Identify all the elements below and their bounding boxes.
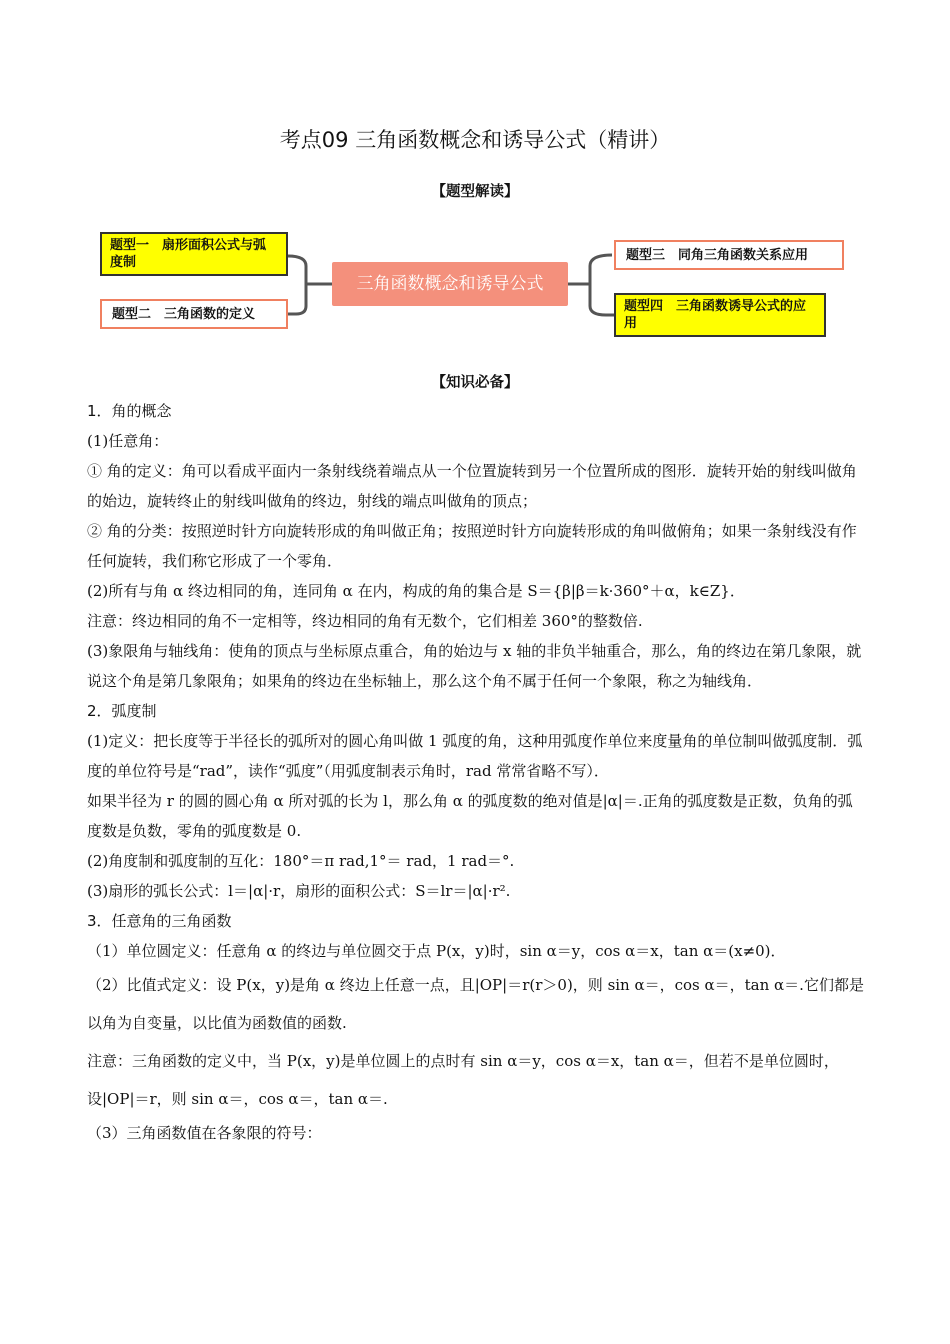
mindmap-node-type3: 题型三 同角三角函数关系应用 [614, 240, 844, 270]
paragraph: (1)任意角： [87, 432, 169, 450]
mindmap-node-type4: 题型四 三角函数诱导公式的应用 [614, 293, 826, 337]
paragraph: 注意：终边相同的角不一定相等，终边相同的角有无数个，它们相差 360°的整数倍. [87, 612, 643, 630]
paragraph: ② 角的分类：按照逆时针方向旋转形成的角叫做正角；按照逆时针方向旋转形成的角叫做俯角；如果一条射线没有作任何旋转，我们称它形成了一个零角． [87, 522, 857, 570]
paragraph: （1）单位圆定义：任意角 α 的终边与单位圆交于点 P(x，y)时，sin α＝y，cos α＝x，tan α＝(x≠0)． [87, 942, 786, 960]
knowledge-content [87, 396, 867, 1148]
paragraph: (2)所有与角 α 终边相同的角，连同角 α 在内，构成的角的集合是 S＝{β|β＝k·360°＋α，k∈Z}． [87, 582, 745, 600]
paragraph: (3)象限角与轴线角：使角的顶点与坐标原点重合，角的始边与 x 轴的非负半轴重合，那么，角的终边在第几象限，就说这个角是第几象限角；如果角的终边在坐标轴上，那么这个角不属于任何一个象限，称之为轴线角． [87, 642, 862, 690]
paragraph-note: 注意：三角函数的定义中，当 P(x，y)是单位圆上的点时有 sin α＝y，cos α＝x，tan α＝，但若不是单位圆时，设|OP|＝r，则 sin α＝，cos α＝，tan α＝. [87, 1052, 839, 1108]
paragraph: (2)角度制和弧度制的互化：180°＝π rad,1°＝ rad，1 rad＝°. [87, 852, 515, 870]
paragraph: (1)定义：把长度等于半径长的弧所对的圆心角叫做 1 弧度的角，这种用弧度作单位来度量角的单位制叫做弧度制．弧度的单位符号是“rad”，读作“弧度”（用弧度制表示角时，rad 常常省略不写）． [87, 732, 863, 780]
heading-radian: 2．弧度制 [87, 702, 157, 720]
mindmap-center-node: 三角函数概念和诱导公式 [332, 262, 568, 306]
mindmap-node-type1: 题型一 扇形面积公式与弧度制 [100, 232, 288, 276]
paragraph: （3）三角函数值在各象限的符号： [87, 1124, 322, 1142]
page-title: 考点09 三角函数概念和诱导公式（精讲） [279, 128, 671, 152]
mindmap-node-type2: 题型二 三角函数的定义 [100, 299, 288, 329]
paragraph: ① 角的定义：角可以看成平面内一条射线绕着端点从一个位置旋转到另一个位置所成的图形．旋转开始的射线叫做角的始边，旋转终止的射线叫做角的终边，射线的端点叫做角的顶点； [87, 462, 857, 510]
paragraph: 如果半径为 r 的圆的圆心角 α 所对弧的长为 l，那么角 α 的弧度数的绝对值是|α|＝.正角的弧度数是正数，负角的弧度数是负数，零角的弧度数是 0. [87, 792, 853, 840]
heading-angle-concept: 1．角的概念 [87, 402, 172, 420]
section-heading-knowledge: 【知识必备】 [431, 375, 519, 391]
section-heading-types: 【题型解读】 [431, 184, 519, 200]
paragraph: (3)扇形的弧长公式：l＝|α|·r，扇形的面积公式：S＝lr＝|α|·r². [87, 882, 511, 900]
heading-trig-functions: 3．任意角的三角函数 [87, 912, 232, 930]
paragraph: （2）比值式定义：设 P(x，y)是角 α 终边上任意一点，且|OP|＝r(r＞0)，则 sin α＝，cos α＝，tan α＝.它们都是以角为自变量，以比值为函数值的函数. [87, 976, 864, 1032]
